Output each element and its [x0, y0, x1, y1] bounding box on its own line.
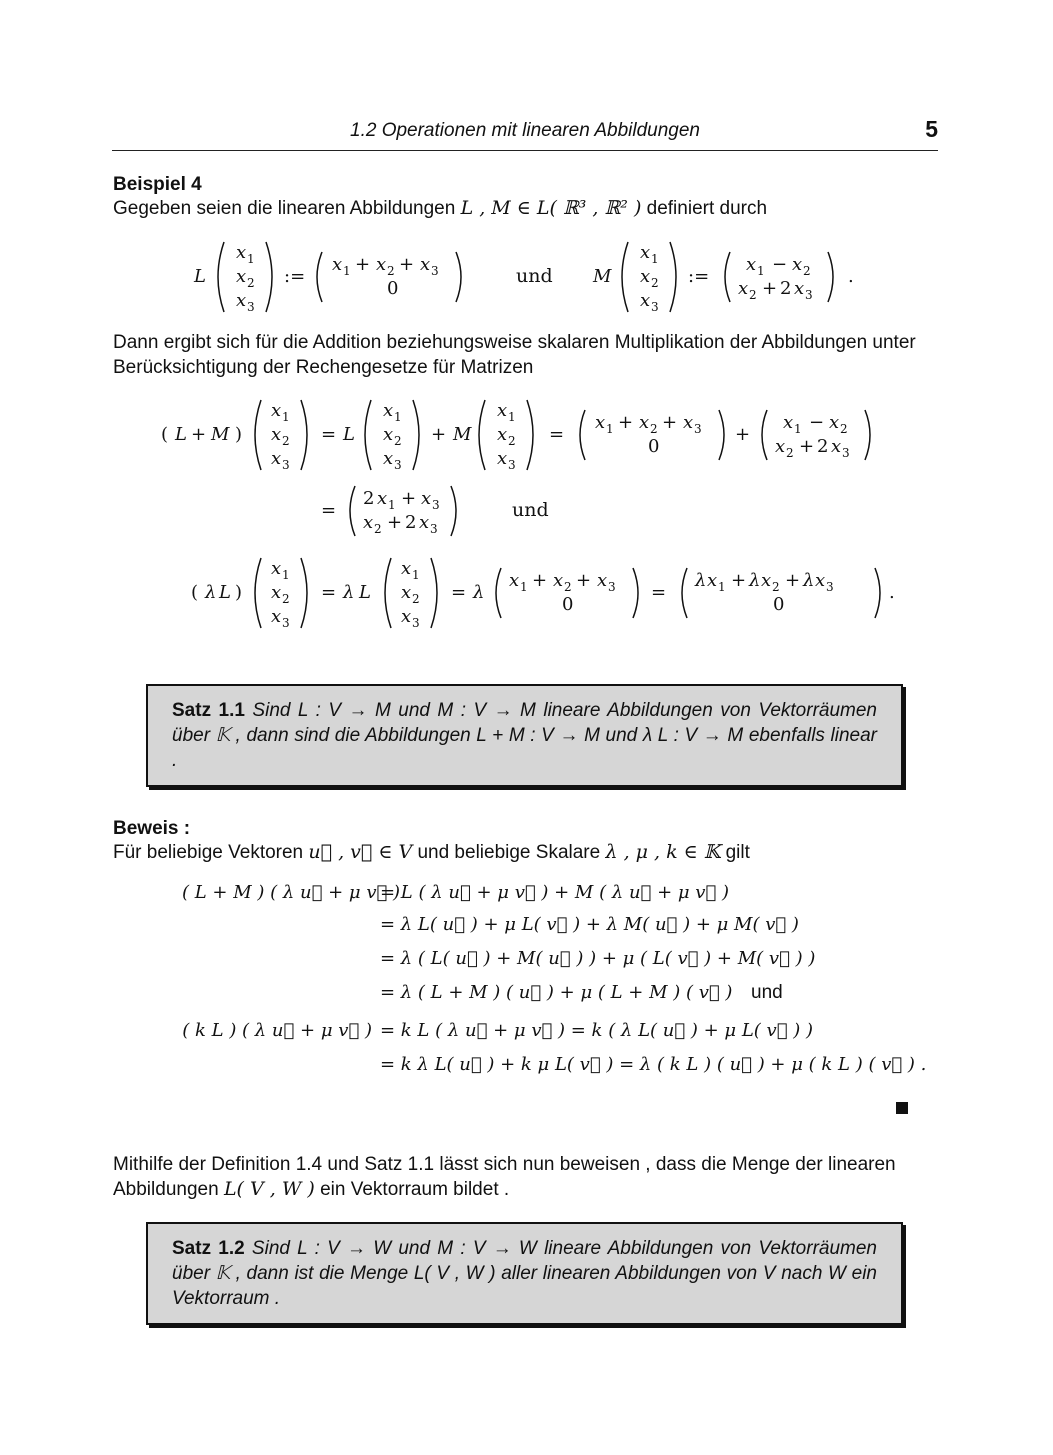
- svg-text:1: 1: [757, 264, 765, 278]
- example-intro-text-end: definiert durch: [646, 198, 768, 219]
- svg-text:1: 1: [247, 252, 255, 266]
- proof-intro-text: Für beliebige Vektoren: [113, 842, 304, 863]
- svg-text:3: 3: [805, 288, 813, 302]
- svg-text:2: 2: [786, 446, 794, 460]
- svg-text:L: L: [343, 424, 355, 445]
- svg-text:x: x: [376, 254, 387, 275]
- svg-text:3: 3: [694, 422, 702, 436]
- svg-text:+: +: [431, 424, 447, 445]
- svg-text:x: x: [783, 412, 794, 433]
- running-header: [112, 118, 938, 151]
- svg-text:3: 3: [430, 522, 438, 536]
- svg-text:λ: λ: [749, 570, 761, 591]
- svg-text:1: 1: [794, 422, 802, 436]
- svg-text:x: x: [401, 582, 412, 603]
- svg-text:2: 2: [650, 422, 658, 436]
- proof-intro-math-scalars: λ , μ , k ∈ 𝕂: [605, 841, 721, 863]
- svg-text:2: 2: [772, 580, 780, 594]
- svg-text:x: x: [401, 606, 412, 627]
- svg-text:1: 1: [520, 580, 528, 594]
- svg-text:1: 1: [718, 580, 726, 594]
- svg-text:x: x: [792, 254, 803, 275]
- page-number: 5: [925, 116, 938, 142]
- proof-rhs-5: = k L ( λ u⃗ + μ v⃗ ) = k ( λ L( u⃗ ) + μ L( v⃗ ) ): [380, 1020, 814, 1041]
- svg-text::=: :=: [284, 266, 306, 287]
- proof-rhs-1: = L ( λ u⃗ + μ v⃗ ) + M ( λ u⃗ + μ v⃗ ): [380, 882, 730, 903]
- paragraph-addition: Dann ergibt sich für die Addition beziehungsweise skalaren Multiplikation der Abbildungen unter Berücksichtigung der Rechengesetze für Matrizen: [113, 332, 916, 378]
- svg-text:1: 1: [282, 410, 290, 424]
- svg-text:x: x: [236, 242, 247, 263]
- svg-text:M: M: [593, 266, 612, 287]
- svg-text:3: 3: [608, 580, 616, 594]
- svg-text:x: x: [363, 512, 374, 533]
- proof-intro-text-end: gilt: [725, 842, 750, 863]
- svg-text:(: (: [191, 582, 199, 603]
- theorem-text-1: Sind L : V → M und M : V → M lineare Abbildungen von Vektorräumen über 𝕂 , dann sind die Abbildungen L + M : V → M und λ L : V → M ebenfalls linear .: [172, 700, 877, 771]
- svg-text:L: L: [359, 582, 371, 603]
- svg-text:+: +: [762, 278, 778, 299]
- svg-text:3: 3: [412, 616, 420, 630]
- svg-text:x: x: [497, 448, 508, 469]
- svg-text:=: =: [321, 582, 337, 603]
- svg-text:=: =: [321, 500, 337, 521]
- section-title: 1.2 Operationen mit linearen Abbildungen: [350, 120, 700, 141]
- theorem-label-1: Satz 1.1: [172, 700, 245, 721]
- svg-text:+: +: [387, 512, 403, 533]
- svg-text:x: x: [639, 412, 650, 433]
- proof-lhs-1: ( L + M ) ( λ u⃗ + μ v⃗ ): [182, 882, 401, 903]
- proof-intro-text-mid: und beliebige Skalare: [417, 842, 601, 863]
- svg-text:3: 3: [247, 300, 255, 314]
- svg-text:x: x: [746, 254, 757, 275]
- svg-text:=: =: [321, 424, 337, 445]
- svg-text:3: 3: [394, 458, 402, 472]
- svg-text:1: 1: [282, 568, 290, 582]
- svg-text:2: 2: [282, 434, 290, 448]
- proof-lhs-5: ( k L ) ( λ u⃗ + μ v⃗ ): [182, 1020, 372, 1041]
- svg-text:x: x: [236, 290, 247, 311]
- paragraph-vector-space-math: L( V , W ): [223, 1178, 315, 1200]
- svg-text:2: 2: [803, 264, 811, 278]
- svg-text:2: 2: [363, 488, 375, 509]
- svg-text:x: x: [271, 400, 282, 421]
- svg-text:x: x: [738, 278, 749, 299]
- svg-text:=: =: [549, 424, 565, 445]
- svg-text:3: 3: [842, 446, 850, 460]
- svg-text:x: x: [497, 424, 508, 445]
- svg-text:λ: λ: [473, 582, 485, 603]
- svg-text:+: +: [399, 254, 415, 275]
- proof-intro: [113, 840, 750, 865]
- svg-text:x: x: [383, 424, 394, 445]
- example-intro-text: Gegeben seien die linearen Abbildungen: [113, 198, 456, 219]
- svg-text:x: x: [829, 412, 840, 433]
- svg-text:L: L: [175, 424, 187, 445]
- svg-text:x: x: [401, 558, 412, 579]
- theorem-box-1: [146, 684, 903, 787]
- svg-text:λ: λ: [343, 582, 355, 603]
- svg-text:2: 2: [749, 288, 757, 302]
- svg-text:x: x: [377, 488, 388, 509]
- svg-text:−: −: [809, 412, 825, 433]
- svg-text:+: +: [799, 436, 815, 457]
- svg-text:.: .: [848, 266, 854, 287]
- svg-text:x: x: [815, 570, 826, 591]
- paragraph-vector-space-text-end: ein Vektorraum bildet .: [320, 1179, 510, 1200]
- svg-text:3: 3: [432, 498, 440, 512]
- svg-text:=: =: [651, 582, 667, 603]
- proof-rhs-3: = λ ( L( u⃗ ) + M( u⃗ ) ) + μ ( L( v⃗ ) + M( v⃗ ) ): [380, 948, 816, 969]
- svg-text:M: M: [211, 424, 230, 445]
- svg-text:λ: λ: [205, 582, 217, 603]
- svg-text:+: +: [532, 570, 548, 591]
- svg-text:x: x: [332, 254, 343, 275]
- svg-text:λ: λ: [695, 570, 707, 591]
- svg-text:x: x: [509, 570, 520, 591]
- svg-text:0: 0: [773, 594, 785, 615]
- svg-text:3: 3: [651, 300, 659, 314]
- svg-text:+: +: [576, 570, 592, 591]
- svg-text:x: x: [831, 436, 842, 457]
- svg-text:x: x: [421, 488, 432, 509]
- definition-equation: [180, 236, 880, 318]
- svg-text:2: 2: [374, 522, 382, 536]
- svg-text:3: 3: [508, 458, 516, 472]
- proof-rhs-2: = λ L( u⃗ ) + μ L( v⃗ ) + λ M( u⃗ ) + μ M( v⃗ ): [380, 914, 799, 935]
- svg-text:2: 2: [840, 422, 848, 436]
- svg-text:.: .: [889, 582, 895, 603]
- svg-text:x: x: [236, 266, 247, 287]
- svg-text:(: (: [161, 424, 169, 445]
- svg-text:+: +: [355, 254, 371, 275]
- svg-text:2: 2: [394, 434, 402, 448]
- svg-text:x: x: [640, 266, 651, 287]
- svg-text:3: 3: [282, 616, 290, 630]
- svg-text:x: x: [497, 400, 508, 421]
- svg-text:1: 1: [651, 252, 659, 266]
- svg-text:2: 2: [564, 580, 572, 594]
- svg-text:+: +: [731, 570, 747, 591]
- svg-text:2: 2: [412, 592, 420, 606]
- svg-text:x: x: [794, 278, 805, 299]
- proof-intro-math-vectors: u⃗ , v⃗ ∈ V: [308, 841, 413, 863]
- svg-text:1: 1: [343, 264, 351, 278]
- svg-text:M: M: [453, 424, 472, 445]
- svg-text:0: 0: [562, 594, 574, 615]
- theorem-text-2: Sind L : V → W und M : V → W lineare Abbildungen von Vektorräumen über 𝕂 , dann ist die Menge L( V , W ) aller linearen Abbildungen von V nach W ein Vektorraum .: [172, 1238, 877, 1309]
- addition-equation: [155, 394, 895, 639]
- svg-text:2: 2: [817, 436, 829, 457]
- proof-rhs-4: = λ ( L + M ) ( u⃗ ) + μ ( L + M ) ( v⃗ ): [380, 982, 733, 1003]
- svg-text:+: +: [191, 424, 207, 445]
- svg-text:x: x: [595, 412, 606, 433]
- svg-text:x: x: [271, 582, 282, 603]
- svg-text:x: x: [419, 512, 430, 533]
- svg-text:x: x: [775, 436, 786, 457]
- svg-text:−: −: [772, 254, 788, 275]
- svg-text:x: x: [383, 448, 394, 469]
- and-text-2: und: [512, 499, 549, 521]
- svg-text:0: 0: [648, 436, 660, 457]
- svg-text:x: x: [640, 242, 651, 263]
- theorem-label-2: Satz 1.2: [172, 1238, 245, 1259]
- svg-text:x: x: [271, 558, 282, 579]
- proof-title: Beweis :: [113, 818, 191, 839]
- svg-text:): ): [235, 582, 243, 603]
- svg-text:2: 2: [780, 278, 792, 299]
- svg-text:x: x: [640, 290, 651, 311]
- svg-text:x: x: [271, 448, 282, 469]
- svg-text:L: L: [219, 582, 231, 603]
- svg-text:x: x: [271, 424, 282, 445]
- svg-text:3: 3: [826, 580, 834, 594]
- svg-text:x: x: [597, 570, 608, 591]
- svg-text:+: +: [785, 570, 801, 591]
- svg-text:+: +: [662, 412, 678, 433]
- proof-and: und: [751, 982, 783, 1003]
- svg-text:1: 1: [606, 422, 614, 436]
- svg-text:): ): [235, 424, 243, 445]
- example-title: Beispiel 4: [113, 174, 202, 195]
- paragraph-vector-space-text: Mithilfe der Definition 1.4 und Satz 1.1 lässt sich nun beweisen , dass die Menge der linearen Abbildungen: [113, 1154, 896, 1200]
- svg-text:2: 2: [508, 434, 516, 448]
- example-intro-math: L , M ∈ L( ℝ³ , ℝ² ): [460, 197, 642, 219]
- svg-text:x: x: [553, 570, 564, 591]
- svg-text:1: 1: [388, 498, 396, 512]
- paragraph-vector-space: [113, 1152, 939, 1202]
- svg-text:2: 2: [387, 264, 395, 278]
- svg-text:2: 2: [247, 276, 255, 290]
- svg-text:+: +: [735, 424, 751, 445]
- svg-text:x: x: [707, 570, 718, 591]
- svg-text:+: +: [618, 412, 634, 433]
- svg-text:1: 1: [508, 410, 516, 424]
- svg-text:x: x: [271, 606, 282, 627]
- svg-text:x: x: [683, 412, 694, 433]
- svg-text:λ: λ: [803, 570, 815, 591]
- svg-text:=: =: [451, 582, 467, 603]
- svg-text:2: 2: [405, 512, 417, 533]
- svg-text:0: 0: [387, 278, 399, 299]
- svg-text:3: 3: [431, 264, 439, 278]
- svg-text:x: x: [383, 400, 394, 421]
- svg-text::=: :=: [688, 266, 710, 287]
- proof-rhs-6: = k λ L( u⃗ ) + k μ L( v⃗ ) = λ ( k L ) ( u⃗ ) + μ ( k L ) ( v⃗ ) .: [380, 1054, 927, 1075]
- svg-text:+: +: [401, 488, 417, 509]
- svg-text:x: x: [420, 254, 431, 275]
- svg-text:2: 2: [651, 276, 659, 290]
- svg-text:1: 1: [394, 410, 402, 424]
- theorem-box-2: [146, 1222, 903, 1325]
- svg-text:3: 3: [282, 458, 290, 472]
- svg-text:1: 1: [412, 568, 420, 582]
- and-text: und: [516, 265, 553, 287]
- qed-square-icon: [896, 1102, 908, 1114]
- svg-text:L: L: [194, 266, 206, 287]
- svg-text:x: x: [761, 570, 772, 591]
- example-intro: [113, 196, 767, 221]
- svg-text:2: 2: [282, 592, 290, 606]
